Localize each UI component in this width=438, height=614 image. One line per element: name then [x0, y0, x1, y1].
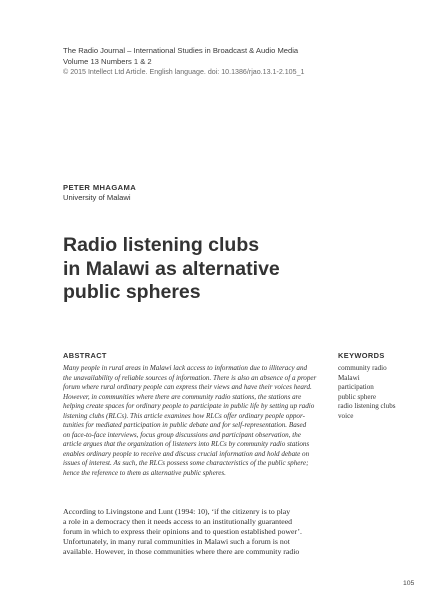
keyword-item: community radio	[338, 364, 387, 372]
abstract-line: issues of interest. As such, the RLCs possess some characteristics of the public sphere;	[63, 459, 309, 468]
keyword-item: participation	[338, 383, 374, 392]
body-line: forum in which to express their opinions and to question established power’.	[63, 527, 302, 537]
body-line: available. However, in those communities where there are community radio	[63, 547, 300, 557]
abstract-line: article argues that the organization of listeners into RLCs by community radio stations	[63, 440, 310, 449]
body-line: a role in a democracy then it needs access to an institutionally guaranteed	[63, 517, 293, 527]
author-affiliation: University of Malawi	[63, 193, 131, 202]
abstract-line: hence the reference to them as alternative public spheres.	[63, 469, 226, 478]
keyword-item: voice	[338, 411, 354, 420]
abstract-line: Many people in rural areas in Malawi lack access to information due to illiteracy and	[63, 364, 308, 372]
abstract-body	[63, 364, 327, 479]
journal-volume: Volume 13 Numbers 1 & 2	[63, 56, 152, 66]
abstract-line: enables ordinary people to receive and discuss crucial information and hold debate on	[63, 449, 310, 458]
keyword-item: public sphere	[338, 392, 377, 401]
body-line: Unfortunately, in many rural communities in Malawi such a forum is not	[63, 537, 290, 547]
article-title	[63, 234, 383, 305]
keyword-item: radio listening clubs	[338, 402, 396, 411]
abstract-line: forum where rural ordinary people can express their views and have their voices heard.	[63, 383, 312, 392]
body-text	[63, 507, 333, 557]
journal-doi: © 2015 Intellect Ltd Article. English language. doi: 10.1386/rjao.13.1-2.105_1	[63, 68, 305, 76]
title-line: Radio listening clubs	[63, 234, 260, 256]
body-line: According to Livingstone and Lunt (1994: 10), ‘if the citizenry is to play	[63, 507, 291, 516]
abstract-line: on face-to-face interviews, focus group discussions and participant observation, the	[63, 430, 301, 439]
keywords-heading: KEYWORDS	[338, 351, 385, 360]
abstract-heading: ABSTRACT	[63, 351, 107, 360]
author-name: PETER MHAGAMA	[63, 183, 137, 192]
abstract-line: listening clubs (RLCs). This article examines how RLCs offer ordinary people oppor-	[63, 411, 305, 420]
keywords-list	[338, 364, 396, 421]
author-block	[63, 183, 136, 203]
journal-header	[63, 46, 403, 78]
page-number: 105	[403, 580, 415, 587]
journal-title: The Radio Journal – International Studies in Broadcast & Audio Media	[63, 46, 299, 55]
abstract-line: the unavailability of reliable sources of information. There is also an absence of a proper	[63, 373, 317, 382]
abstract-line: tunities for mediated participation in public debate and for self-representation. Based	[63, 421, 307, 430]
keyword-item: Malawi	[338, 373, 360, 382]
abstract-line: helping create spaces for ordinary people to participate in public life by setting up radio	[63, 402, 315, 411]
abstract-line: However, in communities where there are community radio stations, the stations are	[63, 392, 302, 401]
title-line: in Malawi as alternative	[63, 257, 280, 280]
title-line: public spheres	[63, 281, 201, 303]
